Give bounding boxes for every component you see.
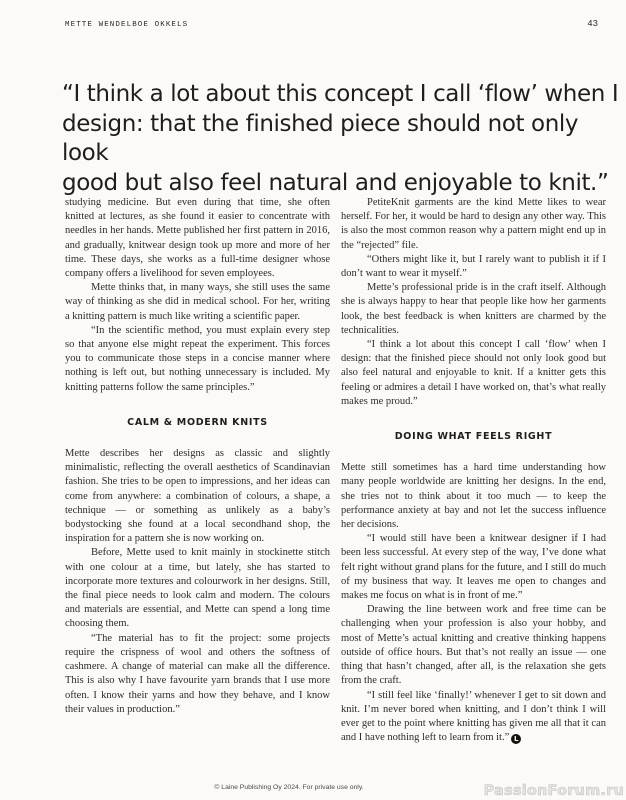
body-paragraph: “The material has to fit the project: some projects require the crispness of wool and others the softness of cashmere. A change of material can make all the difference. This is also why I have favourite yarn brands that I use more often. I know their yarns and how they behave, and I know their values in production.”: [65, 632, 330, 715]
pull-quote: [62, 80, 620, 198]
passionforum-watermark: PassionForum.ru: [483, 783, 624, 799]
body-paragraph: Mette describes her designs as classic and slightly minimalistic, reflecting the overall aesthetics of Scandinavian fashion. She tries to be open to impressions, and her ideas can come from anywhere: a combination of colours, a shape, a technique — or something as unlikely as a baby’s bodystocking she found at a local secondhand shop, the inspiration for a pattern she is now working on.: [65, 448, 330, 545]
body-paragraph: studying medicine. But even during that time, she often knitted at lectures, as she found it easier to concentrate with needles in her hands. Mette published her first pattern in 2016, and gradually, knitwear design took up more and more of her time. These days, she works as a full-time designer whose company offers a livelihood for seven employees.: [65, 197, 330, 280]
pull-quote-line: design: that the finished piece should not only look: [62, 110, 579, 166]
left-column: [65, 196, 330, 790]
body-paragraph: Mette’s professional pride is in the craft itself. Although she is always happy to hear that people like how her garments look, the best feedback is when knitters are charmed by the technicalities.: [341, 282, 606, 336]
body-paragraph: Mette still sometimes has a hard time understanding how many people worldwide are knitting her designs. In the end, she tries not to think about it too much — to keep the performance anxiety at bay and not let the success influence her decisions.: [341, 462, 606, 531]
section-heading-calm-modern-knits: CALM & MODERN KNITS: [127, 416, 268, 428]
body-paragraph: “I think a lot about this concept I call ‘flow’ when I design: that the finished piece should not only look good but also feel natural and enjoyable to knit. If a knitter gets this feeling or admires a detail I have worked on, that’s what really makes me proud.”: [341, 339, 606, 407]
body-paragraph: “In the scientific method, you must explain every step so that anyone else might repeat the experiment. This forces you to communicate those steps in a concise manner where nothing is left out, but nothing unnecessary is included. My knitting patterns follow the same principles.”: [65, 324, 330, 393]
section-heading-doing-what-feels-right: DOING WHAT FEELS RIGHT: [394, 431, 553, 443]
pull-quote-line: “I think a lot about this concept I call ‘flow’ when I: [62, 81, 619, 107]
body-paragraph: “I would still have been a knitwear designer if I had been less successful. At every step of the way, I’ve done what felt right without grand plans for the future, and I still do much of my business that way. It leaves me open to changes and makes me focus on what is in front of me.”: [341, 533, 606, 602]
running-title: METTE WENDELBOE OKKELS: [65, 21, 189, 29]
body-paragraph: [341, 689, 606, 746]
body-paragraph: Mette thinks that, in many ways, she still uses the same way of thinking as she did in medical school. For her, writing a knitting pattern is much like writing a scientific paper.: [65, 282, 330, 322]
body-paragraph: “Others might like it, but I rarely want to publish it if I don’t want to wear it myself.”: [341, 253, 606, 280]
pull-quote-line: good but also feel natural and enjoyable to knit.”: [62, 169, 609, 196]
laine-end-mark-icon: L: [511, 734, 521, 744]
body-paragraph: Drawing the line between work and free time can be challenging when your profession is also your hobby, and most of Mette’s actual knitting and creative thinking happens outside of office hours. But that’s not really an issue — one thing that hasn’t changed, after all, is the relaxation she gets from the craft.: [341, 604, 606, 687]
article-body: [65, 196, 606, 790]
body-paragraph: PetiteKnit garments are the kind Mette likes to wear herself. For her, it would be hard to design any other way. This is also the most common reason why a pattern might end up in the “rejected” file.: [341, 197, 606, 251]
body-paragraph: Before, Mette used to knit mainly in stockinette stitch with one colour at a time, but lately, she has started to incorporate more textures and colourwork in her designs. Still, the final piece needs to look calm and modern. The colours and materials are essential, and Mette can spend a long time choosing them.: [65, 547, 330, 630]
right-column: [341, 196, 606, 790]
body-paragraph-text: “I still feel like ‘finally!’ whenever I get to sit down and knit. I’m never bored when knitting, and I don’t think I will ever get to the point where knitting has given me all that it can and I have nothing left to learn from it.”: [341, 689, 606, 744]
copyright-notice: © Laine Publishing Oy 2024. For private use only.: [214, 784, 364, 791]
page-number: 43: [587, 19, 598, 29]
